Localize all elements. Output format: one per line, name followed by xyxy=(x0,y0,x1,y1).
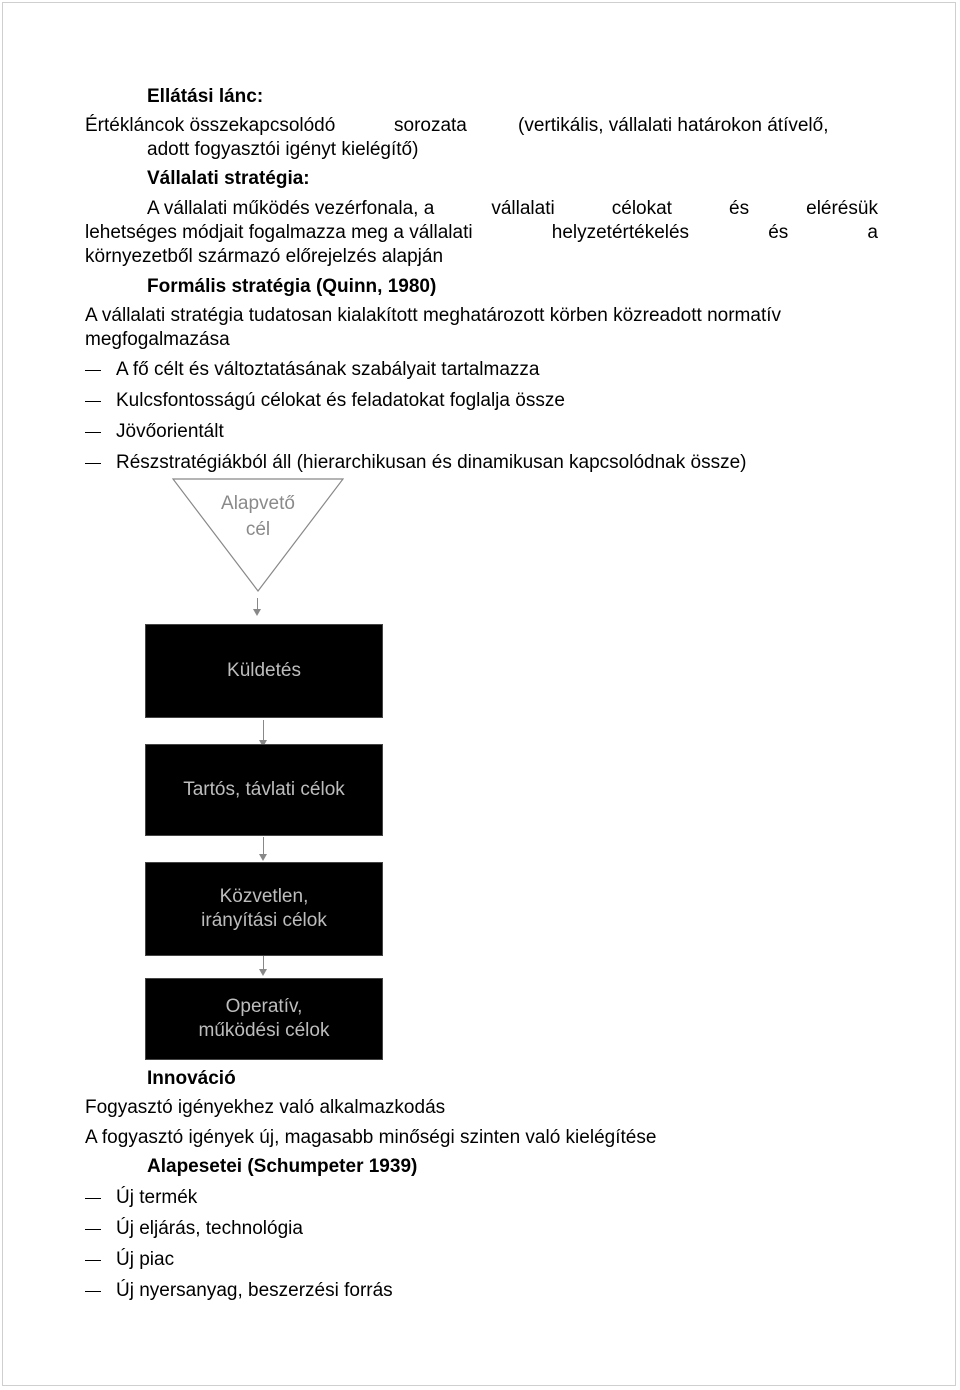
flow-arrow-line xyxy=(263,720,264,740)
box-label-line-2: irányítási célok xyxy=(201,910,327,931)
strategy-line-1-word: célokat xyxy=(611,198,672,219)
bullet-dash xyxy=(85,432,101,433)
innovation-bullet-item: Új piac xyxy=(116,1249,175,1270)
box-label-line-1: Közvetlen, xyxy=(219,886,309,907)
formal-bullet-item: Kulcsfontosságú célokat és feladatokat foglalja össze xyxy=(116,390,565,411)
operative-goals-box xyxy=(145,978,383,1060)
strategy-line-1-word: vállalati xyxy=(491,198,555,219)
innovation-text-1: Fogyasztó igényekhez való alkalmazkodás xyxy=(85,1097,446,1118)
box-label: Tartós, távlati célok xyxy=(183,779,345,800)
triangle-label-line-2: cél xyxy=(245,519,271,540)
formal-bullet-item: Jövőorientált xyxy=(116,421,224,442)
innovation-heading: Innováció xyxy=(147,1068,236,1089)
bullet-dash xyxy=(85,401,101,402)
bullet-dash xyxy=(85,1198,101,1199)
strategy-line-1 xyxy=(147,198,878,220)
strategy-line-2-word: a xyxy=(867,222,878,243)
flow-arrow-head xyxy=(259,854,267,861)
long-term-goals-box xyxy=(145,744,383,836)
strategy-line-1-word: A vállalati működés vezérfonala, a xyxy=(147,198,435,219)
flow-arrow-head xyxy=(253,609,261,616)
box-label-line-1: Operatív, xyxy=(225,996,303,1017)
strategy-line-2 xyxy=(85,222,878,244)
supply-chain-text-1a: Értékláncok összekapcsolódó xyxy=(85,115,336,136)
strategy-line-2-word: és xyxy=(768,222,789,243)
innovation-bullet-item: Új termék xyxy=(116,1187,198,1208)
triangle-label-line-1: Alapvető xyxy=(221,493,295,514)
bullet-dash xyxy=(85,1291,101,1292)
supply-chain-text-1c: (vertikális, vállalati határokon átívelő, xyxy=(518,115,829,136)
supply-chain-heading: Ellátási lánc: xyxy=(147,86,264,107)
flow-arrow-line xyxy=(263,956,264,969)
strategy-line-2-word: lehetséges módjait fogalmazza meg a vállalati xyxy=(85,222,473,243)
innovation-bullet-item: Új eljárás, technológia xyxy=(116,1218,303,1239)
box-label: Küldetés xyxy=(227,660,301,681)
box-label-line-2: működési célok xyxy=(198,1020,330,1041)
formal-strategy-heading: Formális stratégia (Quinn, 1980) xyxy=(147,276,437,297)
innovation-subheading: Alapesetei (Schumpeter 1939) xyxy=(147,1156,418,1177)
mission-box xyxy=(145,624,383,718)
formal-strategy-text-1: A vállalati stratégia tudatosan kialakított meghatározott körben közreadott normatív xyxy=(85,305,781,326)
strategy-heading: Vállalati stratégia: xyxy=(147,168,310,189)
innovation-bullet-item: Új nyersanyag, beszerzési forrás xyxy=(116,1280,393,1301)
formal-strategy-text-2: megfogalmazása xyxy=(85,329,230,350)
bullet-dash xyxy=(85,1260,101,1261)
supply-chain-text-2: adott fogyasztói igényt kielégítő) xyxy=(147,139,419,160)
bullet-dash xyxy=(85,463,101,464)
flow-arrow-head xyxy=(259,969,267,976)
bullet-dash xyxy=(85,370,101,371)
innovation-text-2: A fogyasztó igények új, magasabb minőségi szinten való kielégítése xyxy=(85,1127,657,1148)
flow-arrow-line xyxy=(257,598,258,609)
strategy-line-3: környezetből származó előrejelzés alapján xyxy=(85,246,444,267)
supply-chain-text-1b: sorozata xyxy=(394,115,467,136)
formal-bullet-item: Részstratégiákból áll (hierarchikusan és dinamikusan kapcsolódnak össze) xyxy=(116,452,747,473)
strategy-line-2-word: helyzetértékelés xyxy=(551,222,690,243)
flow-arrow-line xyxy=(263,837,264,854)
formal-bullet-item: A fő célt és változtatásának szabályait tartalmazza xyxy=(116,359,540,380)
strategy-line-1-word: elérésük xyxy=(806,198,878,219)
strategy-line-1-word: és xyxy=(729,198,750,219)
bullet-dash xyxy=(85,1229,101,1230)
direct-goals-box xyxy=(145,862,383,956)
